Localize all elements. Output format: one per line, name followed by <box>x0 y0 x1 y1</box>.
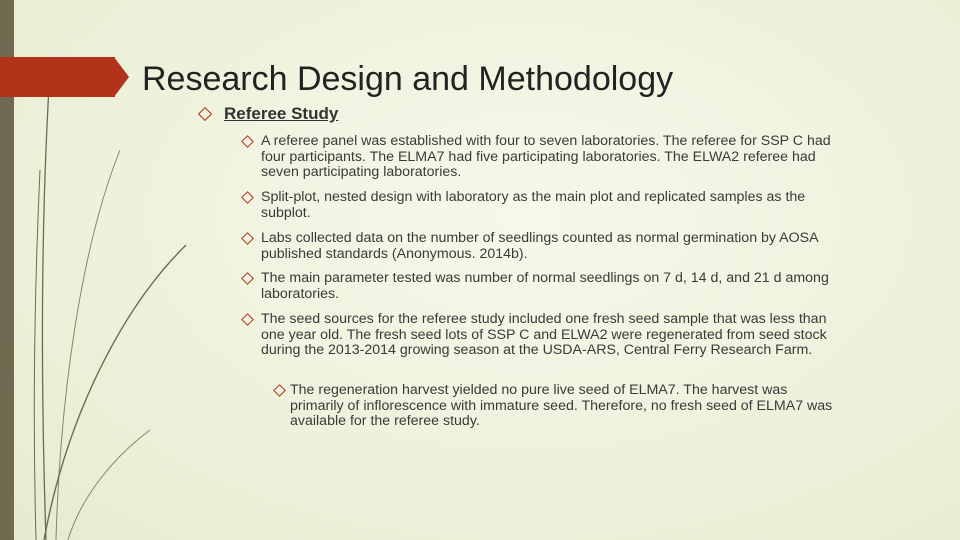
diamond-bullet-icon <box>198 107 212 121</box>
diamond-bullet-icon <box>241 313 254 326</box>
sub-bullet-text: The regeneration harvest yielded no pure live seed of ELMA7. The harvest was primarily of inflorescence with immature seed. Therefore, no fresh seed of ELMA7 was available for the referee study. <box>290 382 833 429</box>
bullet-text: The main parameter tested was number of normal seedlings on 7 d, 14 d, and 21 d among laboratories. <box>261 270 829 302</box>
bullet-item <box>243 134 853 181</box>
diamond-bullet-icon <box>241 272 254 285</box>
bullet-item <box>243 312 853 359</box>
bullet-text: A referee panel was established with four to seven laboratories. The referee for SSP C had four participants. The ELMA7 had five participating laboratories. The ELWA2 referee had seven participating laboratories. <box>261 133 831 180</box>
bullet-item <box>243 271 853 302</box>
bullet-item <box>243 190 853 221</box>
diamond-bullet-icon <box>241 135 254 148</box>
bullet-text: The seed sources for the referee study included one fresh seed sample that was less than one year old. The fresh seed lots of SSP C and ELWA2 were regenerated from seed stock during the 2013-2014 growing season at the USDA-ARS, Central Ferry Research Farm. <box>261 311 827 358</box>
bullet-text: Labs collected data on the number of seedlings counted as normal germination by AOSA published standards (Anonymous. 2014b). <box>261 230 818 262</box>
section-heading-row <box>200 104 338 124</box>
bullet-text: Split-plot, nested design with laboratory as the main plot and replicated samples as the subplot. <box>261 189 806 221</box>
bullet-item <box>243 231 853 262</box>
diamond-bullet-icon <box>241 232 254 245</box>
diamond-bullet-icon <box>241 191 254 204</box>
diamond-bullet-icon <box>273 384 286 397</box>
slide-title: Research Design and Methodology <box>142 60 674 98</box>
sub-bullet-item <box>275 383 835 430</box>
section-heading: Referee Study <box>224 104 339 123</box>
